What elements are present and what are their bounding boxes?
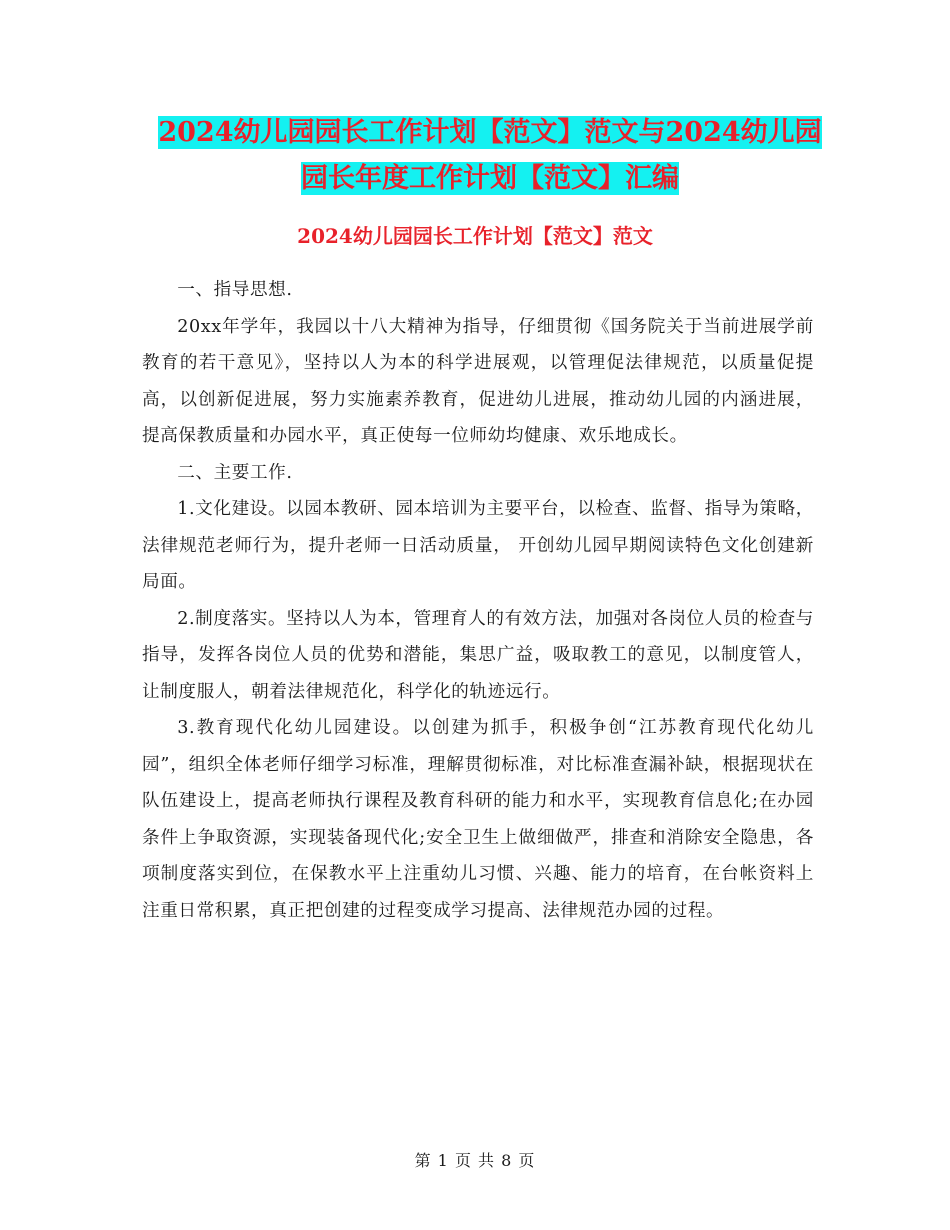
section-title: 2024幼儿园园长工作计划【范文】范文 — [297, 224, 653, 248]
document-body — [142, 272, 814, 929]
paragraph: 3.教育现代化幼儿园建设。以创建为抓手，积极争创“江苏教育现代化幼儿园”，组织全体老师仔细学习标准，理解贯彻标准，对比标准查漏补缺，根据现状在队伍建设上，提高老师执行课程及教育科研的能力和水平，实现教育信息化;在办园条件上争取资源，实现装备现代化;安全卫生上做细做严，排查和消除安全隐患，各项制度落实到位，在保教水平上注重幼儿习惯、兴趣、能力的培育，在台帐资料上注重日常积累，真正把创建的过程变成学习提高、法律规范办园的过程。 — [142, 718, 814, 921]
title-line-1: 2024幼儿园园长工作计划【范文】范文与2024幼儿园 — [158, 117, 822, 148]
paragraph: 1.文化建设。以园本教研、园本培训为主要平台，以检查、监督、指导为策略，法律规范老师行为，提升老师一日活动质量， 开创幼儿园早期阅读特色文化创建新局面。 — [142, 499, 814, 592]
title-line-2: 园长年度工作计划【范文】汇编 — [301, 163, 679, 194]
paragraph-heading-guiding: 一、指导思想. — [177, 280, 293, 300]
page-footer: 第 1 页 共 8 页 — [414, 1151, 536, 1170]
document-title — [140, 110, 840, 202]
paragraph: 20xx年学年，我园以十八大精神为指导，仔细贯彻《国务院关于当前进展学前教育的若干意见》，坚持以人为本的科学进展观，以管理促法律规范，以质量促提高，以创新促进展，努力实施素养教育，促进幼儿进展，推动幼儿园的内涵进展，提高保教质量和办园水平，真正使每一位师幼均健康、欢乐地成长。 — [142, 316, 814, 446]
paragraph: 2.制度落实。坚持以人为本，管理育人的有效方法，加强对各岗位人员的检查与指导，发挥各岗位人员的优势和潜能，集思广益，吸取教工的意见，以制度管人，让制度服人，朝着法律规范化，科学化的轨迹远行。 — [142, 608, 814, 702]
paragraph-heading-main-work: 二、主要工作. — [177, 462, 293, 483]
